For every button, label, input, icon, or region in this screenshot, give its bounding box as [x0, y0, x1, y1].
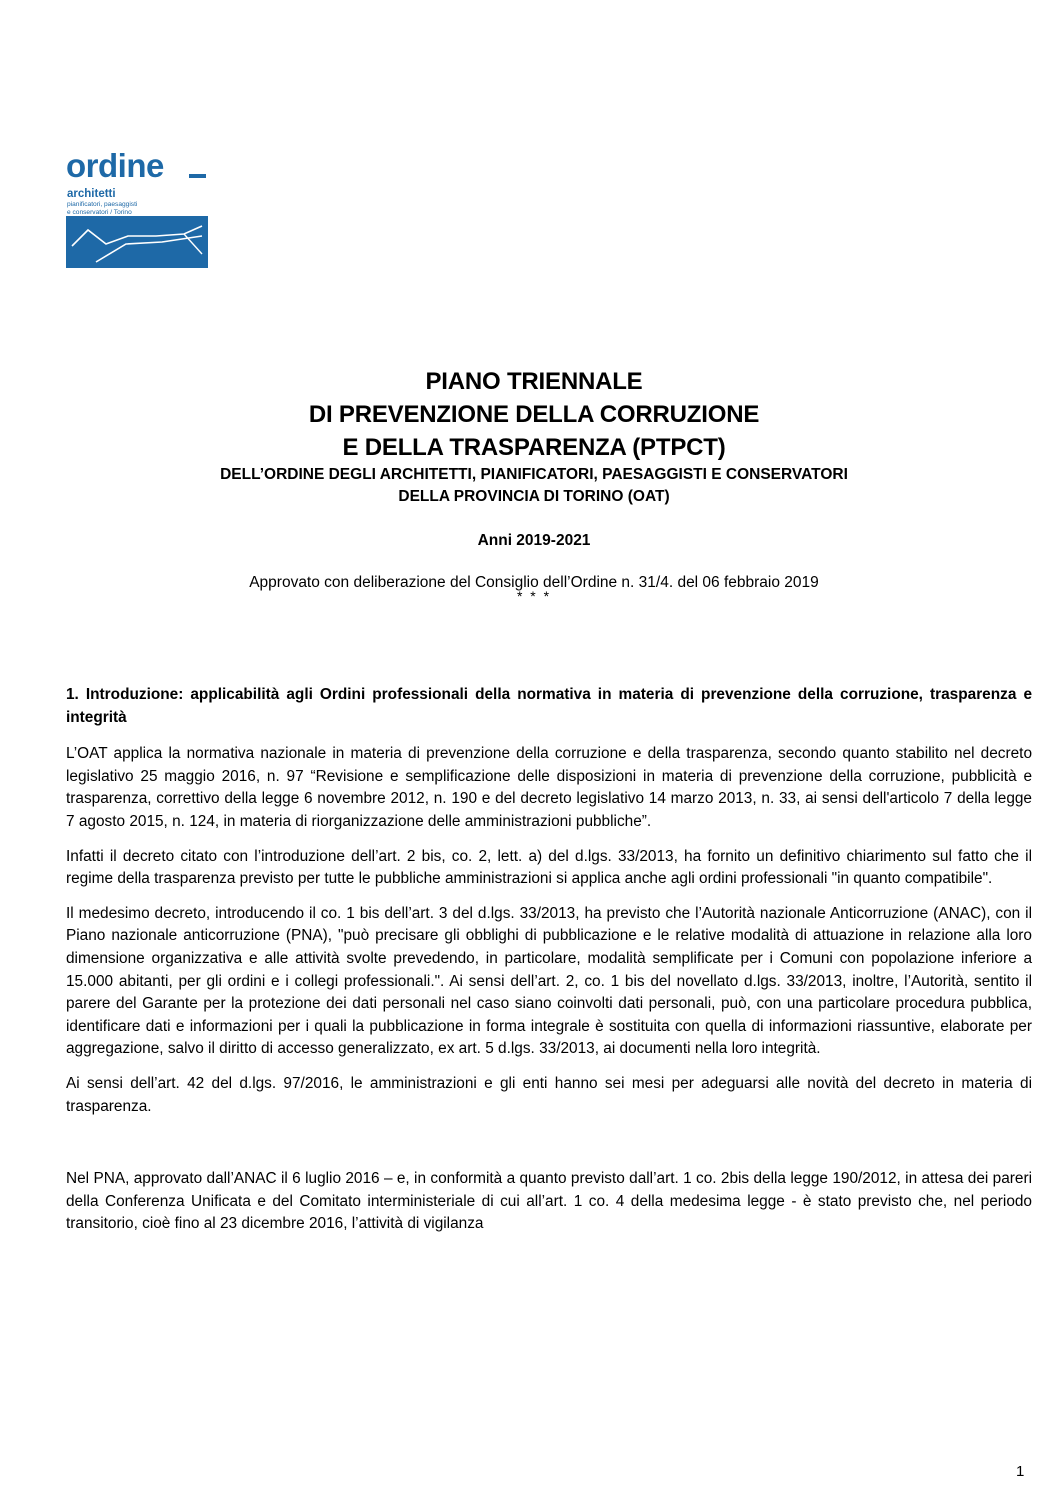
- paragraph: L’OAT applica la normativa nazionale in materia di prevenzione della corruzione e della trasparenza, secondo quanto stabilito nel decreto legislativo 25 maggio 2016, n. 97 “Revisione e semplificazione delle disposizioni in materia di prevenzione della corruzione, pubblicità e trasparenza, correttivo della legge 6 novembre 2012, n. 190 e del decreto legislativo 14 marzo 2013, n. 33, ai sensi dell'articolo 7 della legge 7 agosto 2015, n. 124, in materia di riorganizzazione delle amministrazioni pubbliche”.: [66, 745, 1032, 830]
- paragraph: Ai sensi dell’art. 42 del d.lgs. 97/2016, le amministrazioni e gli enti hanno sei mesi per adeguarsi alle novità del decreto in materia di trasparenza.: [66, 1074, 1032, 1115]
- title-line-1: PIANO TRIENNALE: [425, 368, 643, 395]
- section-heading: 1. Introduzione: applicabilità agli Ordini professionali della normativa in materia di prevenzione della corruzione, trasparenza e integrità: [66, 686, 1032, 726]
- logo-line-3: e conservatori / Torino: [67, 209, 132, 216]
- paragraph: Nel PNA, approvato dall’ANAC il 6 luglio 2016 – e, in conformità a quanto previsto dall’art. 1 co. 2bis della legge 190/2012, in attesa dei pareri della Conferenza Unificata e del Comitato interministeriale di cui all’art. 1 co. 4 della medesima legge - è stato previsto che, nel periodo transitorio, cioè fino al 23 dicembre 2016, l’attività di vigilanza: [66, 1170, 1032, 1233]
- logo-line-1: architetti: [67, 188, 116, 200]
- ordine-logo: [66, 148, 216, 268]
- logo-dash: [189, 174, 206, 178]
- subtitle-line-1: DELL’ORDINE DEGLI ARCHITETTI, PIANIFICATORI, PAESAGGISTI E CONSERVATORI: [220, 466, 848, 483]
- approval-note: Approvato con deliberazione del Consiglio dell’Ordine n. 31/4. del 06 febbraio 2019: [249, 574, 819, 591]
- title-line-3: E DELLA TRASPARENZA (PTPCT): [342, 434, 726, 461]
- subtitle-line-2: DELLA PROVINCIA DI TORINO (OAT): [398, 488, 670, 505]
- years-label: Anni 2019-2021: [477, 532, 591, 549]
- paragraph: Il medesimo decreto, introducendo il co. 1 bis dell’art. 3 del d.lgs. 33/2013, ha previsto che l’Autorità nazionale Anticorruzione (ANAC), con il Piano nazionale anticorruzione (PNA), "può precisare gli obblighi di pubblicazione e le relative modalità di attuazione in relazione alla loro dimensione organizzativa e alle attività svolte prevedendo, in particolare, modalità semplificate per i Comuni con popolazione inferiore a 15.000 abitanti, per gli ordini e i collegi professionali.". Ai sensi dell’art. 2, co. 1 bis del novellato d.lgs. 33/2013, inoltre, l’Autorità, sentito il parere del Garante per la protezione dei dati personali nel caso siano coinvolti dati personali, può, con una particolare procedura pubblica, identificare dati e informazioni per i quali la pubblicazione in forma integrale è sostituita con quella di informazioni riassuntive, elaborate per aggregazione, salvo il diritto di accesso generalizzato, ex art. 5 d.lgs. 33/2013, ai documenti nella loro integrità.: [66, 904, 1032, 1058]
- logo-wordmark: ordine: [66, 147, 164, 184]
- logo-landscape-icon: [66, 214, 208, 268]
- logo-line-2: pianificatori, paesaggisti: [67, 201, 138, 208]
- page-number: 1: [1016, 1463, 1025, 1480]
- document-body: [66, 684, 1032, 1248]
- paragraph: Infatti il decreto citato con l’introduzione dell’art. 2 bis, co. 2, lett. a) del d.lgs. 33/2013, ha fornito un definitivo chiarimento sul fatto che il regime della trasparenza previsto per tutte le pubbliche amministrazioni si applica anche agli ordini professionali "in quanto compatibile".: [66, 847, 1032, 888]
- title-line-2: DI PREVENZIONE DELLA CORRUZIONE: [308, 401, 760, 428]
- separator: * * *: [516, 588, 552, 604]
- document-header: [0, 365, 1058, 604]
